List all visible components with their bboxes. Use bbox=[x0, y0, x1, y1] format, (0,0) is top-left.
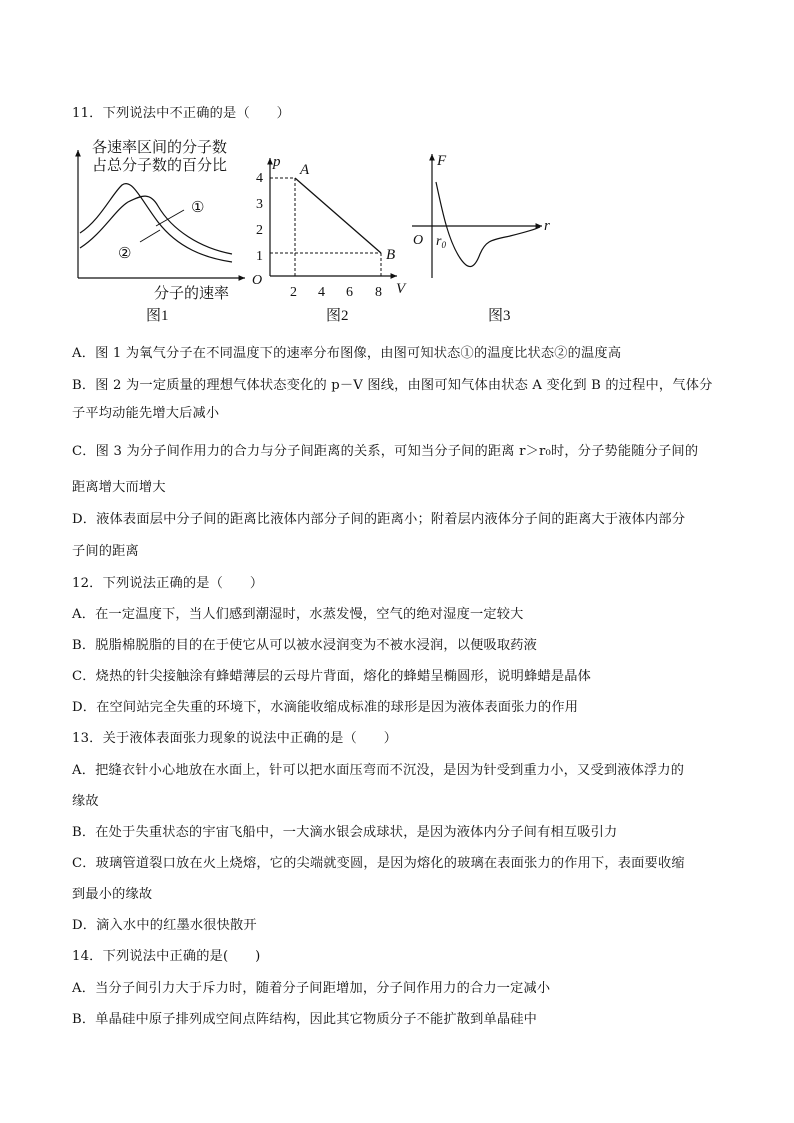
q12-option-d: D．在空间站完全失重的环境下，水滴能收缩成标准的球形是因为液体表面张力的作用 bbox=[72, 700, 579, 715]
q11-option-c-line2: 距离增大而增大 bbox=[72, 480, 166, 495]
fig2-xtick-4: 4 bbox=[318, 285, 325, 300]
figure-1 bbox=[78, 138, 245, 324]
fig1-label-2: ② bbox=[118, 246, 132, 262]
q12-option-a: A．在一定温度下，当人们感到潮湿时，水蒸发慢，空气的绝对湿度一定较大 bbox=[72, 607, 524, 622]
q13-option-d: D．滴入水中的红墨水很快散开 bbox=[72, 918, 257, 933]
fig3-force-curve bbox=[436, 182, 540, 267]
fig1-curve-2 bbox=[80, 196, 232, 254]
fig1-curve-1 bbox=[80, 184, 232, 262]
q14-stem: 14．下列说法中正确的是( ) bbox=[72, 949, 261, 964]
q11-option-b-line2: 子平均动能先增大后减小 bbox=[72, 406, 220, 421]
fig2-ytick-4: 4 bbox=[256, 171, 263, 186]
fig2-xtick-6: 6 bbox=[346, 285, 353, 300]
q11-figures bbox=[60, 130, 580, 330]
fig2-point-a: A bbox=[300, 162, 310, 178]
fig2-xaxis: V bbox=[396, 281, 406, 297]
fig2-ytick-3: 3 bbox=[256, 197, 263, 212]
q11-option-d-line1: D．液体表面层中分子间的距离比液体内部分子间的距离小；附着层内液体分子间的距离大于液体内部分 bbox=[72, 512, 686, 527]
fig2-ytick-1: 1 bbox=[256, 249, 263, 264]
q14-option-a: A．当分子间引力大于斥力时，随着分子间距增加，分子间作用力的合力一定减小 bbox=[72, 981, 551, 996]
fig2-origin: O bbox=[252, 273, 263, 288]
q12-option-c: C．烧热的针尖接触涂有蜂蜡薄层的云母片背面，熔化的蜂蜡呈椭圆形，说明蜂蜡是晶体 bbox=[72, 669, 592, 684]
q11-option-b-line1: B．图 2 为一定质量的理想气体状态变化的 p－V 图线，由图可知气体由状态 A 变化到 B 的过程中，气体分 bbox=[72, 378, 713, 393]
q11-option-a: A．图 1 为氧气分子在不同温度下的速率分布图像，由图可知状态①的温度比状态②的温度高 bbox=[72, 346, 622, 361]
fig2-xtick-8: 8 bbox=[375, 285, 382, 300]
fig3-origin: O bbox=[413, 233, 424, 248]
fig2-point-b: B bbox=[386, 247, 396, 263]
fig3-caption: 图3 bbox=[488, 308, 511, 324]
q12-option-b: B．脱脂棉脱脂的目的在于使它从可以被水浸润变为不被水浸润，以便吸取药液 bbox=[72, 638, 538, 653]
q11-stem: 11．下列说法中不正确的是（ ） bbox=[72, 106, 290, 121]
figure-3 bbox=[412, 153, 550, 324]
fig3-yaxis: F bbox=[437, 153, 447, 169]
fig2-yaxis: p bbox=[273, 154, 281, 170]
fig1-ylabel-line1: 各速率区间的分子数 bbox=[92, 140, 228, 156]
fig1-ylabel-line2: 占总分子数的百分比 bbox=[92, 158, 228, 174]
q13-option-c-line1: C．玻璃管道裂口放在火上烧熔，它的尖端就变圆，是因为熔化的玻璃在表面张力的作用下，表面要收缩 bbox=[72, 856, 685, 871]
fig1-caption: 图1 bbox=[146, 308, 169, 324]
fig2-xtick-2: 2 bbox=[290, 285, 297, 300]
fig2-caption: 图2 bbox=[326, 308, 349, 324]
fig3-xaxis: r bbox=[544, 218, 550, 234]
q13-option-a-line1: A．把缝衣针小心地放在水面上，针可以把水面压弯而不沉没，是因为针受到重力小，又受到液体浮力的 bbox=[72, 763, 685, 778]
fig1-label-1: ① bbox=[191, 200, 205, 216]
q14-option-b: B．单晶硅中原子排列成空间点阵结构，因此其它物质分子不能扩散到单晶硅中 bbox=[72, 1012, 538, 1027]
q13-option-a-line2: 缘故 bbox=[72, 794, 99, 809]
fig2-ytick-2: 2 bbox=[256, 223, 263, 238]
q13-option-b: B．在处于失重状态的宇宙飞船中，一大滴水银会成球状，是因为液体内分子间有相互吸引力 bbox=[72, 825, 618, 840]
fig2-process-line bbox=[295, 178, 381, 253]
q13-stem: 13．关于液体表面张力现象的说法中正确的是（ ） bbox=[72, 731, 398, 746]
fig3-r0-label: $r_0$ bbox=[436, 234, 446, 250]
q11-option-c-line1: C．图 3 为分子间作用力的合力与分子间距离的关系，可知当分子间的距离 r＞r₀时，分子势能随分子间的 bbox=[72, 444, 699, 459]
q11-option-d-line2: 子间的距离 bbox=[72, 544, 139, 559]
figure-2 bbox=[252, 154, 407, 324]
fig1-xlabel: 分子的速率 bbox=[154, 286, 230, 302]
q13-option-c-line2: 到最小的缘故 bbox=[72, 887, 153, 902]
q12-stem: 12．下列说法正确的是（ ） bbox=[72, 576, 264, 591]
